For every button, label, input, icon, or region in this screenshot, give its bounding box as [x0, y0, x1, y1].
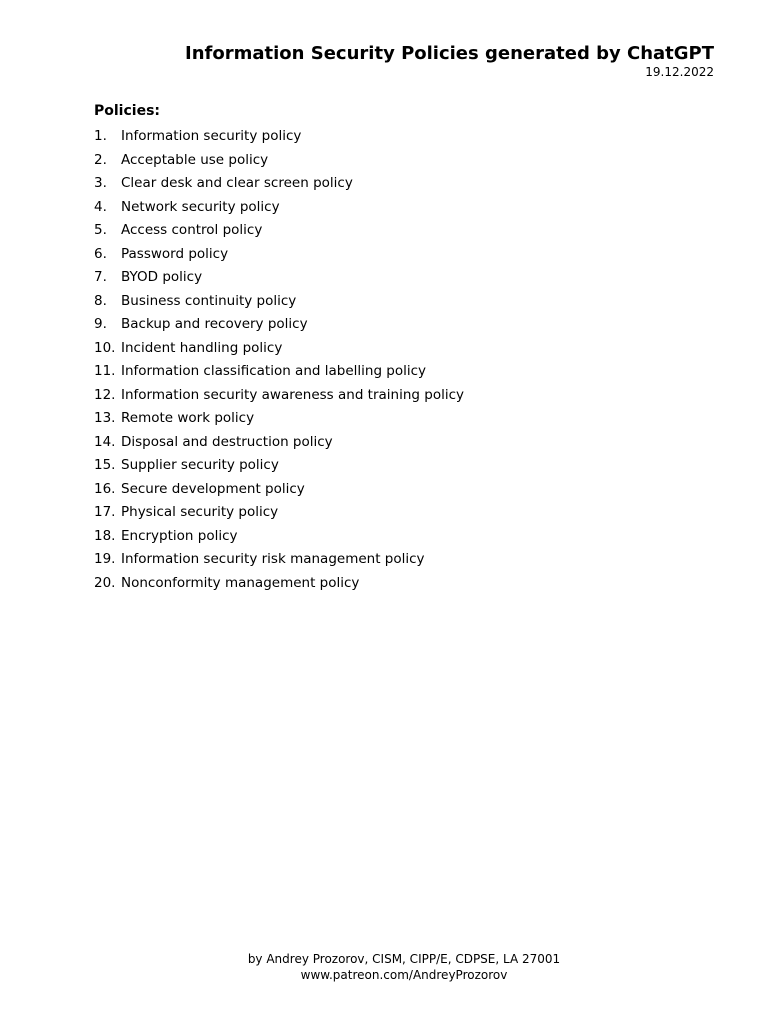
list-item-label: Supplier security policy: [121, 457, 279, 473]
list-item: [94, 455, 464, 479]
list-item-label: Remote work policy: [121, 410, 255, 426]
list-item: [94, 126, 464, 150]
list-item: [94, 526, 464, 550]
list-item-label: Nonconformity management policy: [121, 574, 360, 591]
list-item-label: Password policy: [121, 245, 229, 262]
list-item: [94, 385, 464, 409]
list-item: [94, 267, 464, 291]
document-title: Information Security Policies generated by ChatGPT: [185, 43, 714, 64]
list-item-number: 6.: [94, 245, 107, 262]
list-item-number: 11.: [94, 363, 116, 379]
document-date: 19.12.2022: [645, 65, 714, 79]
list-item-label: Incident handling policy: [121, 339, 283, 356]
list-item-number: 19.: [94, 551, 116, 567]
list-item-label: Disposal and destruction policy: [121, 433, 333, 450]
list-item: [94, 573, 464, 597]
list-item-number: 4.: [94, 198, 107, 215]
footer-url: www.patreon.com/AndreyProzorov: [300, 968, 508, 982]
footer-author: by Andrey Prozorov, CISM, CIPP/E, CDPSE, LA 27001: [247, 952, 561, 966]
list-item: [94, 173, 464, 197]
list-item: [94, 150, 464, 174]
list-item-label: Information security policy: [121, 128, 302, 144]
list-item-number: 7.: [94, 269, 107, 285]
list-item-label: Clear desk and clear screen policy: [121, 175, 353, 191]
list-item: [94, 244, 464, 268]
list-item-number: 17.: [94, 504, 116, 520]
list-item-label: Acceptable use policy: [121, 151, 269, 168]
list-item-number: 18.: [94, 527, 116, 544]
list-item-number: 12.: [94, 386, 116, 403]
list-item-label: Backup and recovery policy: [121, 316, 308, 332]
list-item: [94, 432, 464, 456]
list-item: [94, 314, 464, 338]
list-item-number: 9.: [94, 316, 107, 332]
list-item-number: 15.: [94, 457, 116, 473]
list-item-label: Physical security policy: [121, 504, 279, 520]
list-item: [94, 502, 464, 526]
list-item-label: Network security policy: [121, 198, 280, 215]
list-item: [94, 408, 464, 432]
list-item-number: 14.: [94, 433, 116, 450]
list-item: [94, 361, 464, 385]
list-item-number: 20.: [94, 574, 116, 591]
policy-list: [94, 126, 464, 596]
list-item-number: 13.: [94, 410, 116, 426]
list-item-number: 16.: [94, 480, 116, 497]
list-item-label: Secure development policy: [121, 480, 305, 497]
list-item: [94, 338, 464, 362]
list-item-number: 8.: [94, 292, 107, 309]
list-item: [94, 220, 464, 244]
list-item-label: BYOD policy: [121, 269, 203, 285]
policies-heading: Policies:: [94, 103, 161, 119]
list-item-number: 1.: [94, 128, 107, 144]
list-item: [94, 291, 464, 315]
list-item-label: Information security risk management policy: [121, 551, 425, 567]
list-item-number: 2.: [94, 151, 107, 168]
list-item-label: Encryption policy: [121, 527, 238, 544]
list-item-number: 5.: [94, 222, 107, 238]
list-item: [94, 479, 464, 503]
list-item-label: Information classification and labelling policy: [121, 363, 427, 379]
list-item: [94, 197, 464, 221]
list-item-number: 10.: [94, 339, 116, 356]
list-item-label: Information security awareness and training policy: [121, 386, 465, 403]
list-item-number: 3.: [94, 175, 107, 191]
list-item: [94, 549, 464, 573]
list-item-label: Business continuity policy: [121, 292, 297, 309]
list-item-label: Access control policy: [121, 222, 263, 238]
